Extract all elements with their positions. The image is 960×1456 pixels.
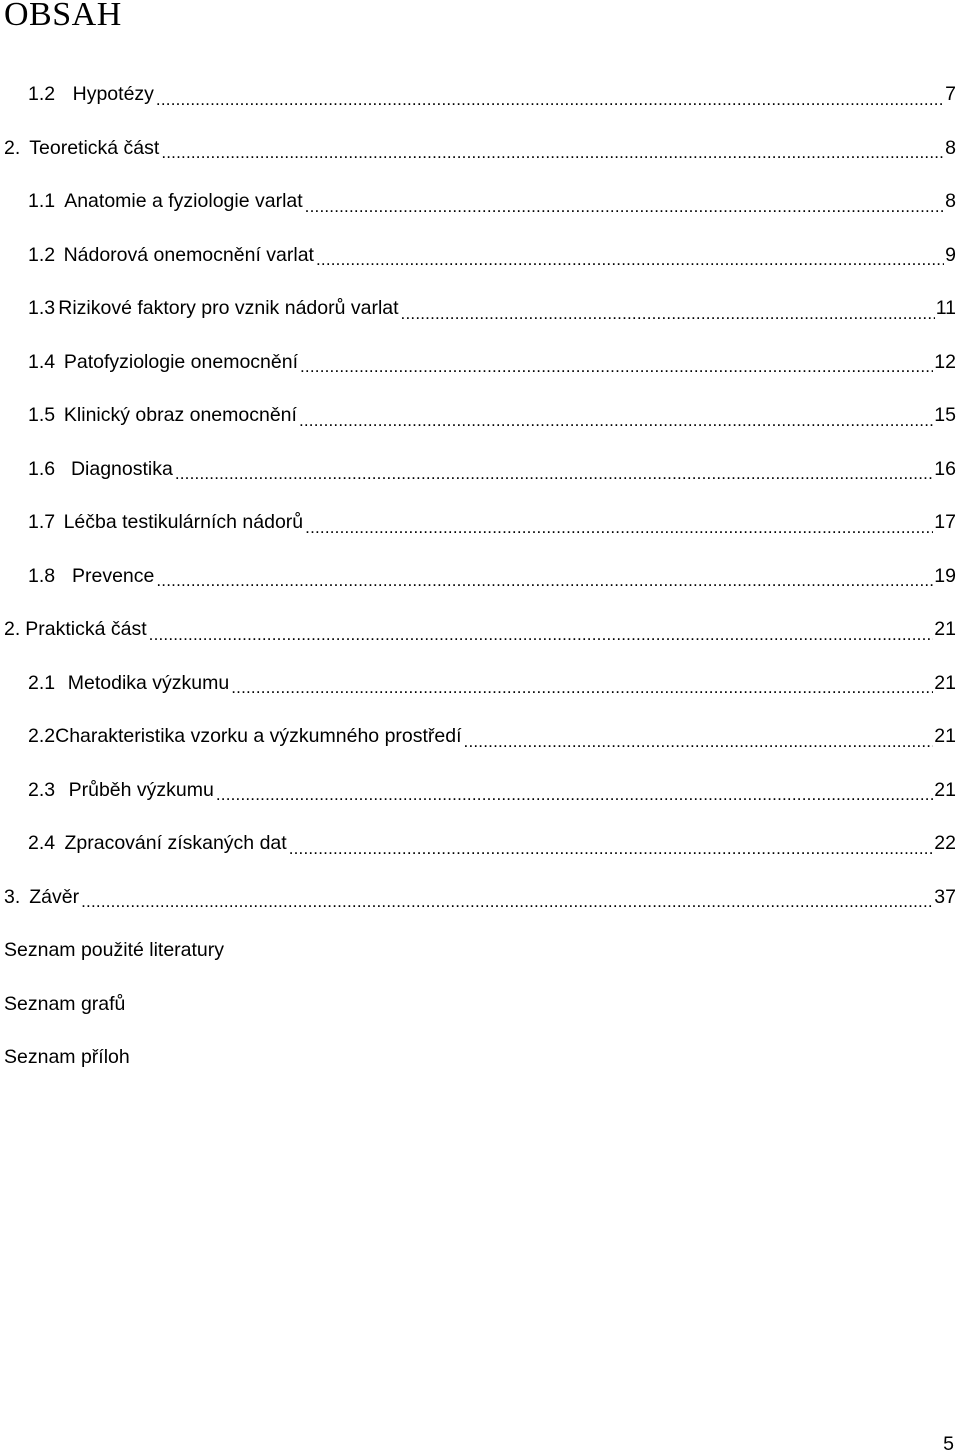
toc-entry-title: Zpracování získaných dat [64,832,287,855]
toc-entry-number: 1.7 [28,511,56,534]
toc-entry-number: 1.6 [28,457,56,480]
toc-entry-number: 1.4 [28,350,56,373]
toc-entry-number: 1.2 [28,83,56,106]
toc-entry[interactable] [0,68,960,122]
toc-entry[interactable] [0,817,960,871]
toc-entry[interactable] [0,871,960,925]
toc-leader [464,731,934,751]
toc-entry-page: 15 [934,404,956,427]
toc-entry[interactable] [0,389,960,443]
toc-entry-number: 1.8 [28,564,56,587]
toc-entry-number: 2. [4,136,21,159]
toc-entry[interactable] [0,443,960,497]
toc-entry-title: Diagnostika [70,457,173,480]
table-of-contents [0,68,960,1085]
toc-entry-number: 2.2 [28,725,56,748]
toc-entry-page: 8 [945,136,956,159]
toc-entry-number: 1.1 [28,190,56,213]
toc-leader [231,677,933,697]
toc-entry[interactable] [0,657,960,711]
toc-entry-title: Závěr [29,885,80,908]
toc-leader [305,196,944,216]
toc-entry-title: Rizikové faktory pro vznik nádorů varlat [58,297,399,320]
toc-entry-title: Praktická část [25,618,147,641]
toc-entry-page: 12 [934,350,956,373]
toc-entry-title: Prevence [71,564,155,587]
toc-leader [300,356,933,376]
toc-entry-number: 2.4 [28,832,56,855]
toc-entry-list-of-appendices[interactable] [0,1031,960,1085]
toc-entry-number: 1.5 [28,404,56,427]
toc-entry-title: Teoretická část [29,136,160,159]
toc-entry-page: 37 [934,885,956,908]
toc-entry-page: 21 [934,671,956,694]
toc-entry-number: 1.3 [28,297,56,320]
toc-entry-page: 21 [934,778,956,801]
toc-leader [149,624,934,644]
toc-entry[interactable] [0,282,960,336]
toc-entry-page: 21 [934,618,956,641]
toc-entry-page: 11 [935,297,956,320]
toc-leader [156,570,933,590]
toc-entry-title: Charakteristika vzorku a výzkumného prostředí [55,725,462,748]
toc-entry[interactable] [0,550,960,604]
toc-leader [299,410,933,430]
toc-entry[interactable] [0,603,960,657]
toc-entry-title: Seznam grafů [4,992,126,1015]
toc-entry-page: 21 [934,725,956,748]
toc-entry-title: Seznam použité literatury [4,939,225,962]
toc-entry-page: 7 [945,83,956,106]
toc-entry-title: Hypotézy [72,83,154,106]
toc-entry[interactable] [0,336,960,390]
toc-entry-number: 2. [4,618,21,641]
toc-entry-page: 19 [934,564,956,587]
toc-entry-title: Seznam příloh [4,1046,130,1069]
toc-entry-page: 16 [934,457,956,480]
toc-leader [216,784,933,804]
toc-entry-page: 8 [945,190,956,213]
toc-entry-list-of-charts[interactable] [0,978,960,1032]
toc-leader [289,838,934,858]
toc-entry[interactable] [0,229,960,283]
toc-leader [401,303,935,323]
toc-leader [161,142,944,162]
toc-leader [156,89,944,109]
toc-entry-number: 2.3 [28,778,56,801]
toc-entry-title: Léčba testikulárních nádorů [63,511,304,534]
toc-entry-number: 1.2 [28,243,56,266]
toc-leader [81,891,933,911]
toc-entry-number: 2.1 [28,671,56,694]
toc-entry-title: Průběh výzkumu [68,778,214,801]
toc-entry-title: Nádorová onemocnění varlat [63,243,314,266]
toc-entry-number: 3. [4,885,21,908]
toc-entry[interactable] [0,710,960,764]
toc-entry[interactable] [0,764,960,818]
toc-entry-title: Klinický obraz onemocnění [63,404,297,427]
toc-entry[interactable] [0,496,960,550]
toc-entry[interactable] [0,175,960,229]
toc-leader [305,517,933,537]
toc-leader [175,463,933,483]
page-number: 5 [943,1433,954,1455]
toc-entry-page: 22 [934,832,956,855]
toc-entry-page: 17 [934,511,956,534]
toc-leader [316,249,944,269]
toc-entry-title: Patofyziologie onemocnění [63,350,298,373]
toc-entry-title: Metodika výzkumu [67,671,230,694]
page-title: OBSAH [4,0,122,33]
toc-entry-bibliography[interactable] [0,924,960,978]
toc-entry-title: Anatomie a fyziologie varlat [64,190,303,213]
toc-entry-page: 9 [945,243,956,266]
toc-entry[interactable] [0,122,960,176]
